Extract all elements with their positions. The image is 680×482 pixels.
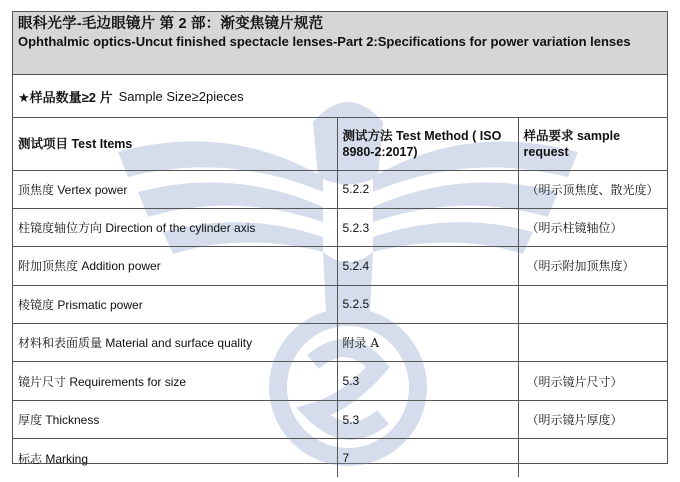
sample-size-english: Sample Size≥2pieces (118, 88, 244, 104)
test-item-cell: 附加顶焦度 Addition power (13, 247, 337, 285)
document-title (13, 12, 667, 75)
header-test-items: 测试项目 Test Items (13, 118, 337, 170)
test-method-cell: 7 (337, 439, 518, 477)
test-item-cell: 顶焦度 Vertex power (13, 170, 337, 208)
spec-document (12, 11, 668, 464)
sample-request-cell (518, 439, 667, 477)
sample-request-cell (518, 324, 667, 362)
table-row (13, 362, 667, 400)
test-method-cell: 5.2.3 (337, 208, 518, 246)
table-row (13, 170, 667, 208)
test-method-cell: 5.2.5 (337, 285, 518, 323)
table-row (13, 285, 667, 323)
sample-size-row (13, 75, 667, 118)
sample-request-cell: （明示顶焦度、散光度） (518, 170, 667, 208)
test-item-cell: 棱镜度 Prismatic power (13, 285, 337, 323)
test-item-cell: 厚度 Thickness (13, 400, 337, 438)
table-row (13, 247, 667, 285)
sample-request-cell: （明示镜片尺寸） (518, 362, 667, 400)
sample-request-cell: （明示柱镜轴位） (518, 208, 667, 246)
test-item-cell: 标志 Marking (13, 439, 337, 477)
test-method-cell: 附录 A (337, 324, 518, 362)
table-row (13, 208, 667, 246)
test-method-cell: 5.2.2 (337, 170, 518, 208)
test-method-cell: 5.3 (337, 362, 518, 400)
test-item-cell: 柱镜度轴位方向 Direction of the cylinder axis (13, 208, 337, 246)
header-sample-request: 样品要求 sample request (518, 118, 667, 170)
title-english: Ophthalmic optics-Uncut finished spectacle lenses-Part 2:Specifications for power variation lenses (18, 34, 631, 49)
sample-request-cell: （明示镜片厚度） (518, 400, 667, 438)
title-chinese: 眼科光学-毛边眼镜片 第 2 部：渐变焦镜片规范 (18, 16, 324, 32)
test-items-table (13, 118, 667, 477)
table-row (13, 439, 667, 477)
table-row (13, 324, 667, 362)
test-method-cell: 5.3 (337, 400, 518, 438)
header-test-method: 测试方法 Test Method ( ISO 8980-2:2017) (337, 118, 518, 170)
test-item-cell: 镜片尺寸 Requirements for size (13, 362, 337, 400)
table-row (13, 400, 667, 438)
sample-request-cell (518, 285, 667, 323)
test-item-cell: 材料和表面质量 Material and surface quality (13, 324, 337, 362)
table-header-row (13, 118, 667, 170)
sample-size-chinese: ★样品数量≥2 片 (18, 89, 113, 105)
sample-request-cell: （明示附加顶焦度） (518, 247, 667, 285)
test-method-cell: 5.2.4 (337, 247, 518, 285)
